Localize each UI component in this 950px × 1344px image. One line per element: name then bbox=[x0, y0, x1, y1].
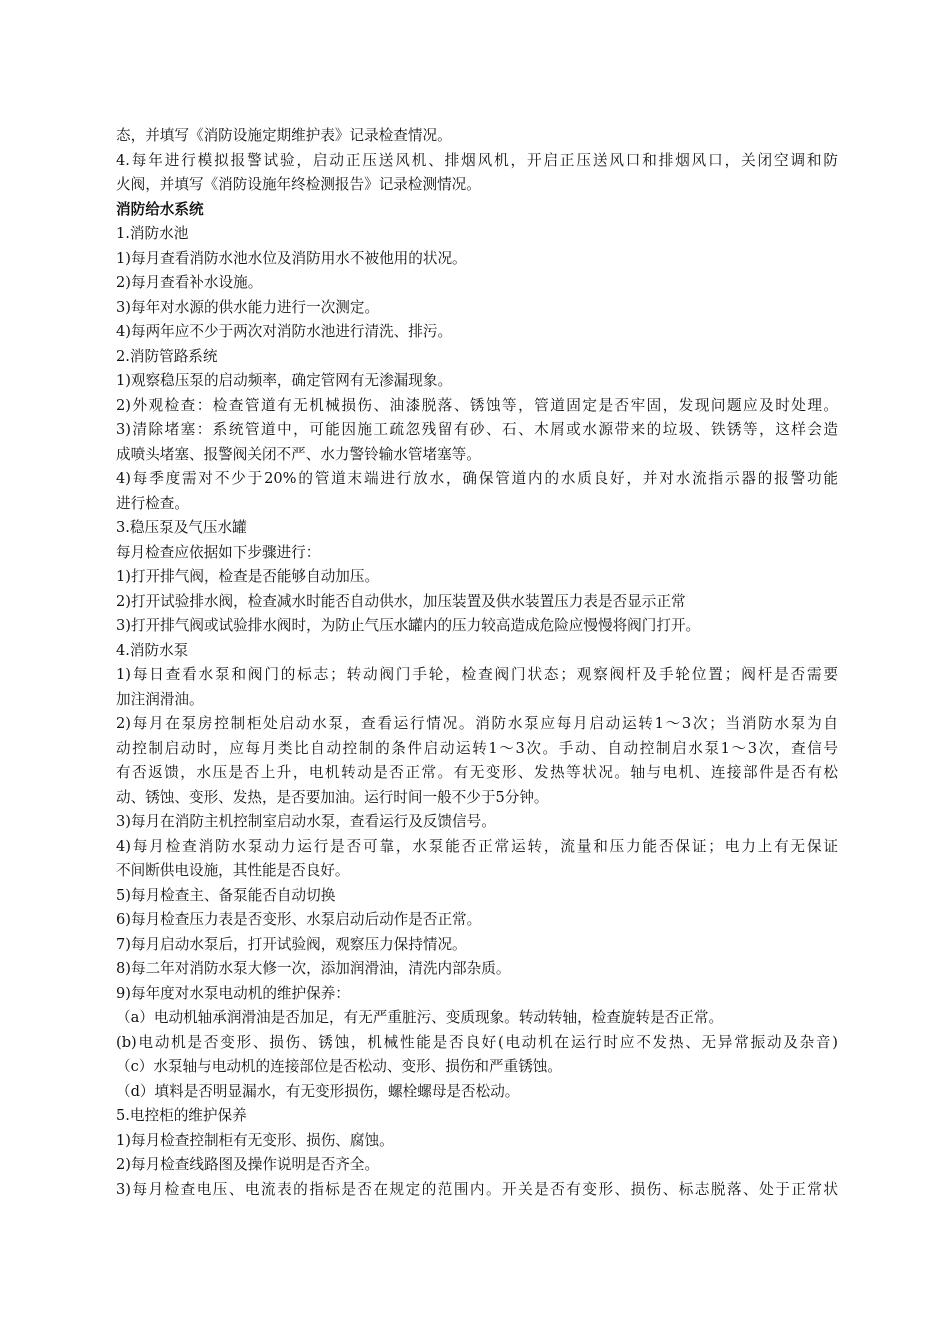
text-line: 4)每季度需对不少于20%的管道末端进行放水，确保管道内的水质良好，并对水流指示器的报警功能 bbox=[116, 470, 838, 487]
text-line: 加注润滑油。 bbox=[116, 690, 204, 708]
text-line: 2.消防管路系统 bbox=[116, 347, 218, 365]
text-line: 火阀，并填写《消防设施年终检测报告》记录检测情况。 bbox=[116, 176, 481, 193]
text-line: 3)每年对水源的供水能力进行一次测定。 bbox=[116, 298, 380, 316]
text-line: 2)每月检查线路图及操作说明是否齐全。 bbox=[116, 1156, 380, 1173]
text-line: 4)每月检查消防水泵动力运行是否可靠，水泵能否正常运转，流量和压力能否保证；电力上有无保证 bbox=[116, 837, 838, 855]
text-line: 1)观察稳压泵的启动频率，确定管网有无渗漏现象。 bbox=[116, 372, 453, 389]
text-line: （c）水泵轴与电动机的连接部位是否松动、变形、损伤和严重锈蚀。 bbox=[116, 1058, 562, 1075]
text-line: 3.稳压泵及气压水罐 bbox=[116, 519, 247, 536]
text-line: 5.电控柜的维护保养 bbox=[116, 1107, 247, 1124]
text-line: 4)每两年应不少于两次对消防水池进行清洗、排污。 bbox=[116, 323, 453, 340]
text-line: 不间断供电设施，其性能是否良好。 bbox=[116, 862, 350, 879]
text-line: 进行检查。 bbox=[116, 494, 189, 512]
text-line: 2)打开试验排水阀，检查减水时能否自动供水，加压装置及供水装置压力表是否显示正常 bbox=[116, 592, 686, 610]
text-line: 1)每日查看水泵和阀门的标志；转动阀门手轮，检查阀门状态；观察阀杆及手轮位置；阀杆是否需要 bbox=[116, 666, 838, 683]
text-line: （a）电动机轴承润滑油是否加足，有无严重脏污、变质现象。转动转轴，检查旋转是否正常。 bbox=[116, 1009, 724, 1026]
text-line: 态，并填写《消防设施定期维护表》记录检查情况。 bbox=[116, 127, 452, 144]
document-page bbox=[116, 124, 838, 1202]
text-line: （d）填料是否明显漏水，有无变形损伤，螺栓螺母是否松动。 bbox=[116, 1082, 520, 1100]
text-line: 每月检查应依据如下步骤进行： bbox=[116, 543, 321, 561]
text-line: 9)每年度对水泵电动机的维护保养： bbox=[116, 984, 350, 1002]
text-line: 8)每二年对消防水泵大修一次，添加润滑油，清洗内部杂质。 bbox=[116, 960, 511, 977]
text-line: 1)打开排气阀，检查是否能够自动加压。 bbox=[116, 568, 380, 585]
text-line: 5)每月检查主、备泵能否自动切换 bbox=[116, 886, 336, 904]
text-line: (b)电动机是否变形、损伤、锈蚀，机械性能是否良好(电动机在运行时应不发热、无异常振动及杂音) bbox=[116, 1033, 838, 1051]
text-line: 1)每月查看消防水池水位及消防用水不被他用的状况。 bbox=[116, 249, 467, 267]
text-line: 有否返馈，水压是否上升，电机转动是否正常。有无变形、发热等状况。轴与电机、连接部件是否有松 bbox=[116, 764, 838, 781]
text-line: 6)每月检查压力表是否变形、水泵启动后动作是否正常。 bbox=[116, 911, 482, 928]
text-line: 2)外观检查：检查管道有无机械损伤、油漆脱落、锈蚀等，管道固定是否牢固，发现问题应及时处理。 bbox=[116, 396, 838, 414]
text-line: 4.每年进行模拟报警试验，启动正压送风机、排烟风机，开启正压送风口和排烟风口，关闭空调和防 bbox=[116, 151, 838, 169]
text-line: 3)清除堵塞：系统管道中，可能因施工疏忽残留有砂、石、木屑或水源带来的垃圾、铁锈等，这样会造 bbox=[116, 421, 838, 438]
text-line: 2)每月查看补水设施。 bbox=[116, 274, 263, 291]
text-line: 动控制启动时，应每月类比自动控制的条件启动运转1～3次。手动、自动控制启水泵1～3次，查信号 bbox=[116, 739, 838, 757]
text-line: 2)每月在泵房控制柜处启动水泵，查看运行情况。消防水泵应每月启动运转1～3次；当消防水泵为自 bbox=[116, 715, 838, 732]
text-line: 4.消防水泵 bbox=[116, 641, 189, 659]
section-heading: 消防给水系统 bbox=[116, 200, 204, 218]
text-line: 3)每月在消防主机控制室启动水泵，查看运行及反馈信号。 bbox=[116, 813, 496, 830]
text-line: 7)每月启动水泵后，打开试验阀，观察压力保持情况。 bbox=[116, 935, 467, 953]
text-line: 1)每月检查控制柜有无变形、损伤、腐蚀。 bbox=[116, 1131, 394, 1149]
text-line: 1.消防水池 bbox=[116, 225, 189, 242]
text-line: 动、锈蚀、变形、发热，是否要加油。运行时间一般不少于5分钟。 bbox=[116, 788, 549, 806]
text-line: 3)每月检查电压、电流表的指标是否在规定的范围内。开关是否有变形、损伤、标志脱落、处于正常状 bbox=[116, 1180, 838, 1198]
text-line: 3)打开排气阀或试验排水阀时，为防止气压水罐内的压力较高造成危险应慢慢将阀门打开。 bbox=[116, 617, 701, 634]
text-line: 成喷头堵塞、报警阀关闭不严、水力警铃输水管堵塞等。 bbox=[116, 445, 481, 463]
